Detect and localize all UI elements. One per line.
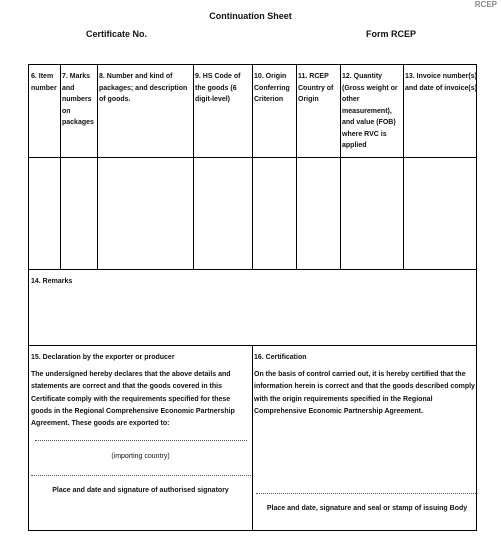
column-header-description: 8. Number and kind of packages; and description of goods. (99, 73, 188, 103)
certification-heading: 16. Certification (254, 354, 307, 361)
column-header-country-of-origin: 11. RCEP Country of Origin (298, 73, 334, 103)
column-header-origin-criterion: 10. Origin Conferring Criterion (254, 73, 290, 103)
goods-row-divider (29, 269, 476, 270)
column-divider (252, 65, 253, 269)
certification-text: On the basis of control carried out, it is hereby certified that the information herein is correct and that the goods described comply with the origin requirements specified in the Regional Comprehensive Economic Partnership Agreement. (254, 371, 475, 415)
certificate-no-label: Certificate No. (86, 29, 148, 39)
column-header-quantity: 12. Quantity (Gross weight or other measurement), and value (FOB) where RVC is applied (342, 73, 398, 149)
remarks-label: 14. Remarks (31, 278, 73, 285)
column-divider (97, 65, 98, 269)
declaration-signature-caption: Place and date and signature of authorised signatory (52, 487, 229, 494)
column-header-marks: 7. Marks and numbers on packages (62, 73, 94, 126)
declaration-text: The undersigned hereby declares that the above details and statements are correct and that the goods covered in this Certificate comply with the requirements specified for these goods in the Regional Comprehensive Economic Partnership Agreement. These goods are exported to: (31, 371, 235, 428)
column-divider (403, 65, 404, 269)
importing-country-line (35, 440, 247, 441)
column-divider (193, 65, 194, 269)
importing-country-caption: (importing country) (111, 453, 170, 460)
form-label: Form RCEP (366, 29, 417, 39)
column-header-hs-code: 9. HS Code of the goods (6 digit-level) (195, 73, 241, 103)
column-header-invoice: 13. Invoice number(s) and date of invoice(s) (405, 73, 477, 92)
column-divider (340, 65, 341, 269)
certification-signature-line (256, 493, 476, 494)
column-header-item-number: 6. Item number (31, 73, 57, 92)
section-divider (252, 345, 253, 531)
rcep-corner-label: RCEP (474, 0, 497, 9)
declaration-signature-line (31, 475, 251, 476)
certification-signature-caption: Place and date, signature and seal or stamp of issuing Body (266, 505, 468, 512)
column-divider (296, 65, 297, 269)
form-table (28, 64, 477, 531)
column-divider (60, 65, 61, 269)
declaration-heading: 15. Declaration by the exporter or producer (31, 354, 175, 361)
page-title: Continuation Sheet (209, 11, 292, 21)
